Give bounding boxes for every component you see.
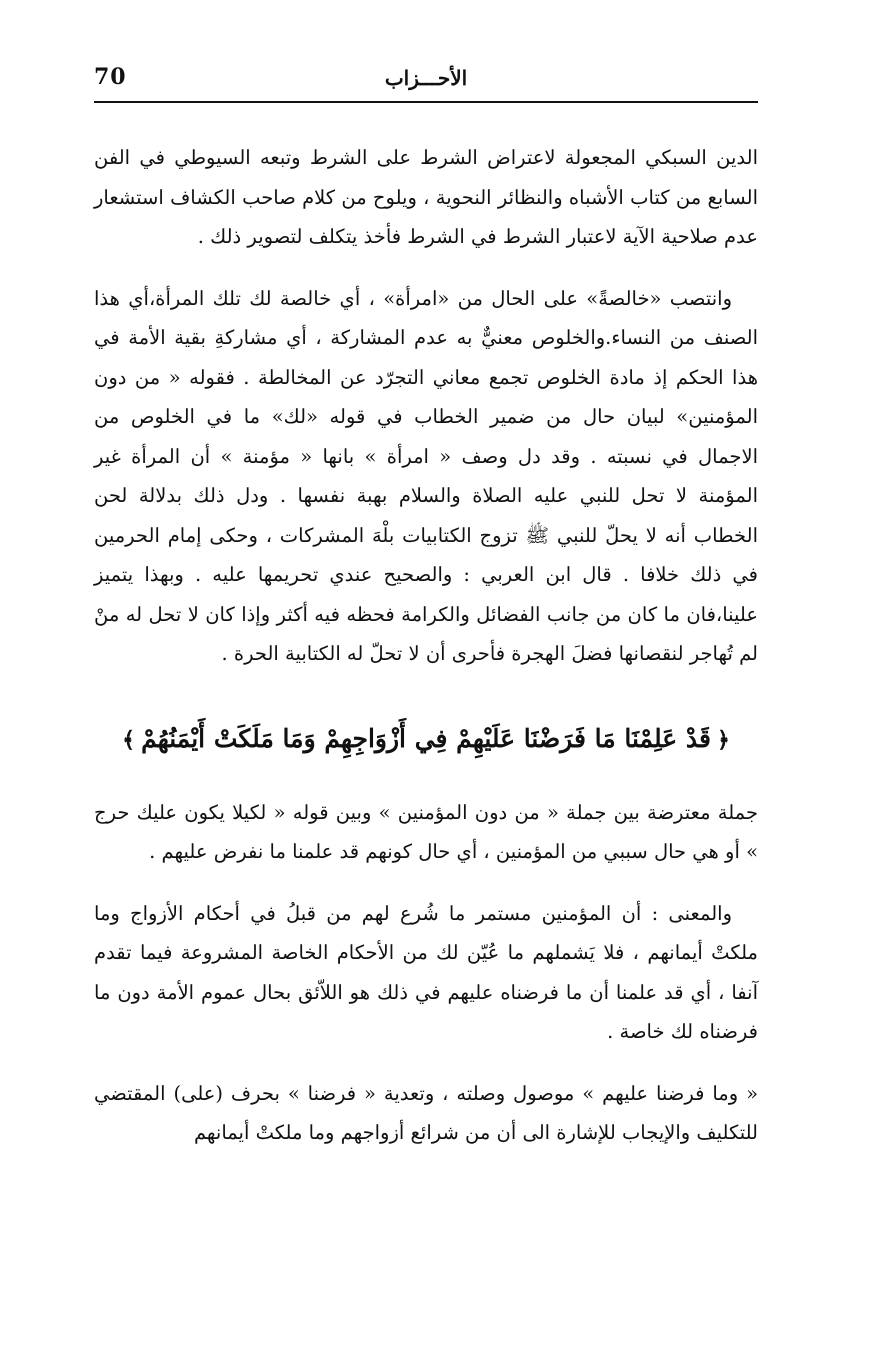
verse-open-bracket: ﴿ (716, 726, 730, 753)
page-header (94, 60, 758, 100)
paragraph-2: وانتصب «خالصةً» على الحال من «امرأة» ، أي خالصة لك تلك المرأة،أي هذا الصنف من النساء.والخلوص معنيٌّ به عدم المشاركة ، أي مشاركةِ بقية الأمة في هذا الحكم إذ مادة الخلوص تجمع معاني التجرّد عن المخالطة . فقوله « من دون المؤمنين» لبيان حال من ضمير الخطاب في قوله «لك» ما في الخلوص من الاجمال في نسبته . وقد دل وصف « امرأة » بانها « مؤمنة » أن المرأة غير المؤمنة لا تحل للنبي عليه الصلاة والسلام بهبة نفسها . ودل ذلك بدلالة لحن الخطاب أنه لا يحلّ للنبي ﷺ تزوج الكتابيات بلْهَ المشركات ، وحكى إمام الحرمين في ذلك خلافا . قال ابن العربي : والصحيح عندي تحريمها عليه . وبهذا يتميز علينا،فان ما كان من جانب الفضائل والكرامة فحظه فيه أكثر وإذا كان لا تحل له منْ لم تُهاجر لنقصانها فضلَ الهجرة فأحرى أن لا تحلّ له الكتابية الحرة . (94, 286, 758, 665)
page-body (94, 138, 758, 1175)
verse-text: قَدْ عَلِمْنَا مَا فَرَضْنَا عَلَيْهِمْ فِي أَزْوَاجِهِمْ وَمَا مَلَكَتْ أَيْمَنُهُمْ (141, 723, 711, 753)
header-rule (94, 101, 758, 103)
paragraph-4: والمعنى : أن المؤمنين مستمر ما شُرع لهم من قبلُ في أحكام الأزواج وما ملكتْ أيمانهم ، فلا يَشملهم ما عُيّن لك من الأحكام الخاصة المشروعة فيما تقدم آنفا ، أي قد علمنا أن ما فرضناه عليهم في ذلك هو اللاّئق بحال عموم الأمة دون ما فرضناه لك خاصة . (94, 901, 758, 1043)
running-title: الأحـــزاب (384, 66, 468, 90)
paragraph-1: الدين السبكي المجعولة لاعتراض الشرط على الشرط وتبعه السيوطي في الفن السابع من كتاب الأشباه والنظائر النحوية ، ويلوح من كلام صاحب الكشاف استشعار عدم صلاحية الآية لاعتبار الشرط في الشرط فأخذ يتكلف لتصوير ذلك . (94, 146, 758, 248)
paragraph-5: « وما فرضنا عليهم » موصول وصلته ، وتعدية « فرضنا » بحرف (على) المقتضي للتكليف والإيجاب للإشارة الى أن من شرائع أزواجهم وما ملكتْ أيمانهم (94, 1081, 758, 1144)
quran-verse (94, 716, 758, 763)
paragraph-3: جملة معترضة بين جملة « من دون المؤمنين » وبين قوله « لكيلا يكون عليك حرج » أو هي حال سببي من المؤمنين ، أي حال كونهم قد علمنا ما نفرض عليهم . (94, 800, 758, 863)
page-number: 70 (94, 64, 127, 90)
verse-close-bracket: ﴾ (122, 726, 136, 753)
